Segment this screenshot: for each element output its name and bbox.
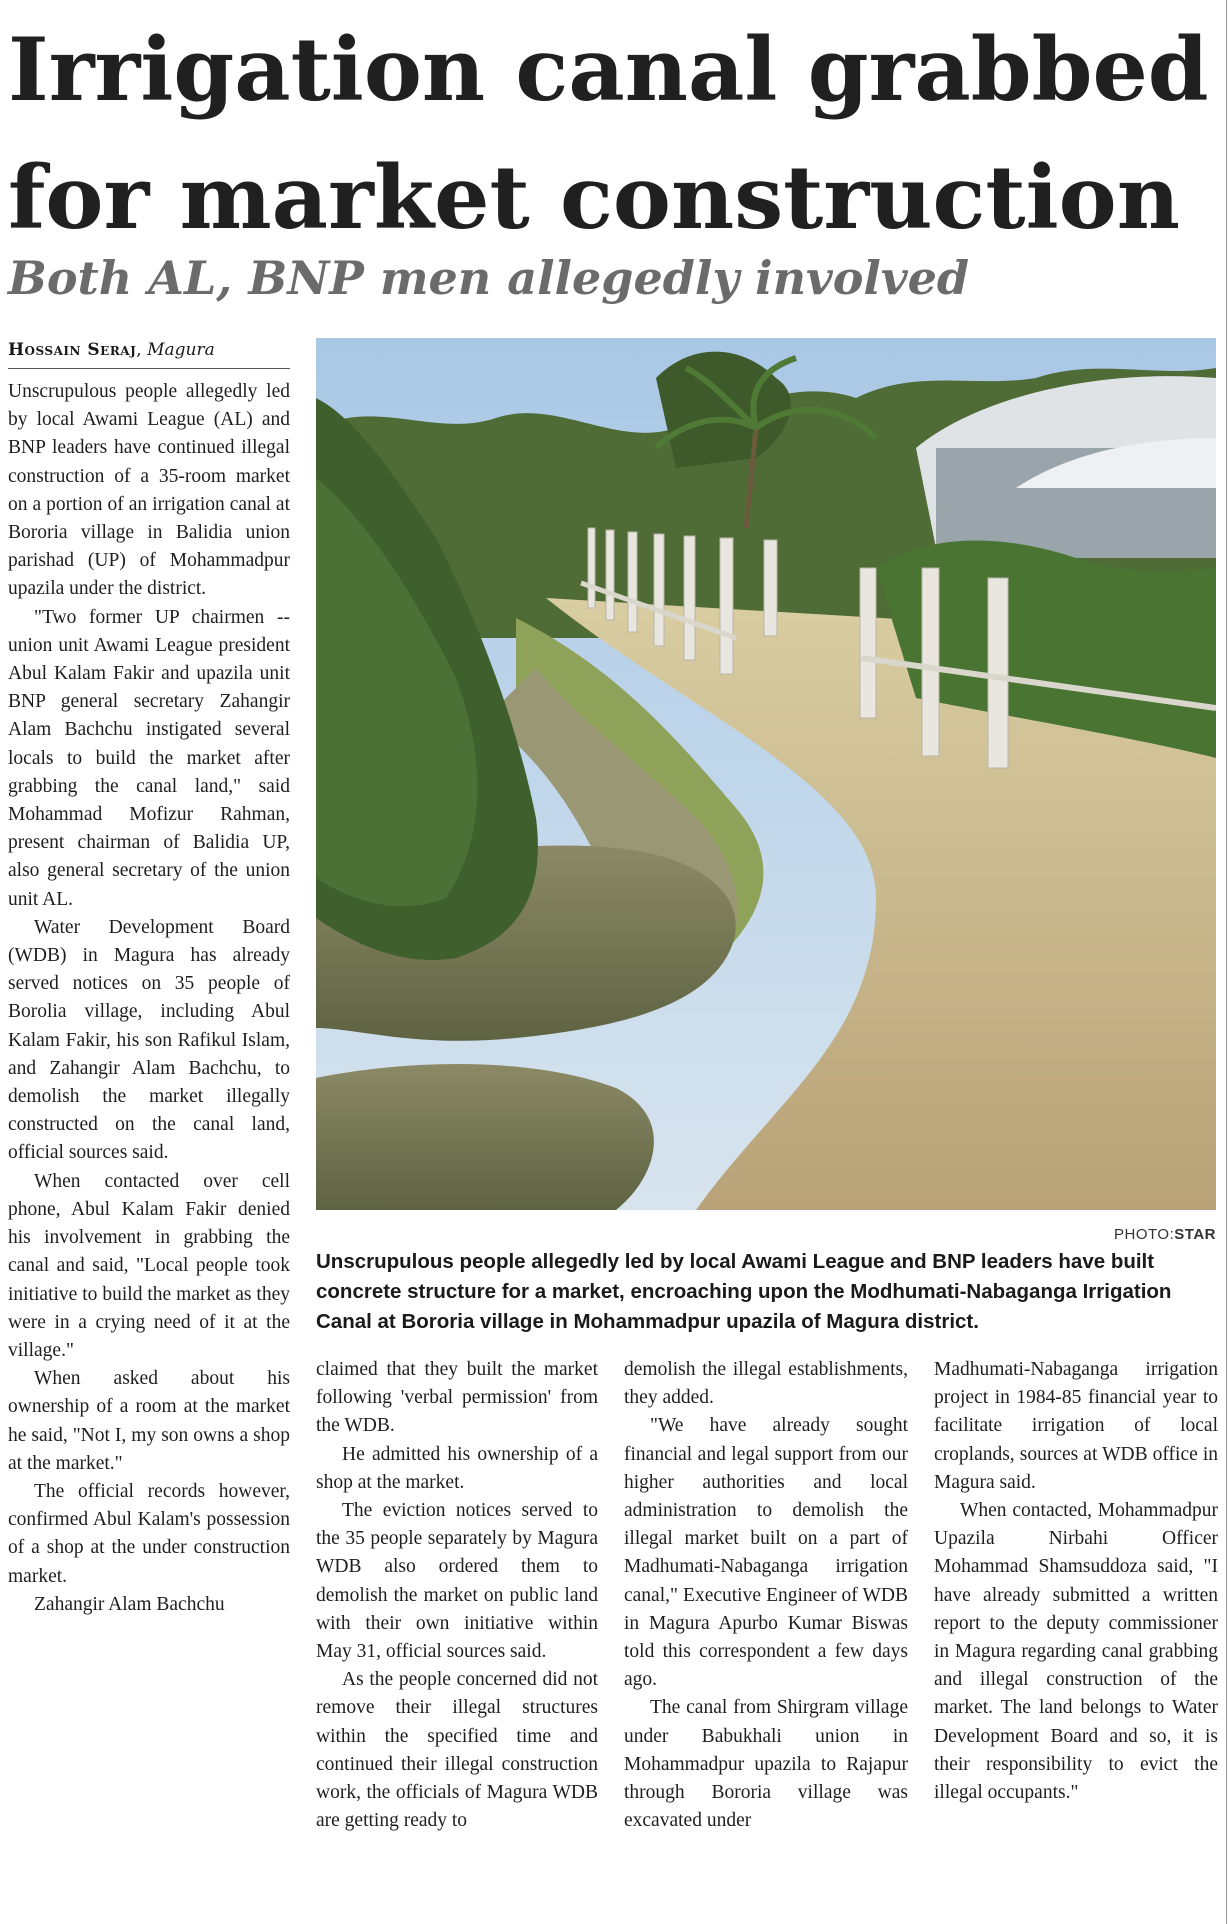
paragraph: Unscrupulous people allegedly led by local Awami League (AL) and BNP leaders have continued illegal construction of a 35-room market on a portion of an irrigation canal at Bororia village in Balidia union parishad (UP) of Mohammadpur upazila under the district. [8, 381, 290, 600]
subheadline: Both AL, BNP men allegedly involved [8, 251, 970, 305]
canal-photo-illustration [316, 338, 1216, 1210]
paragraph: The eviction notices served to the 35 people separately by Magura WDB also ordered them to demolish the market on public land with their own initiative within May 31, official sources said. [316, 1500, 598, 1663]
paragraph: Madhumati-Nabaganga irrigation project in 1984-85 financial year to facilitate irrigation of local croplands, sources at WDB office in Magura said. [934, 1359, 1218, 1493]
paragraph: "We have already sought financial and legal support from our higher authorities and local administration to demolish the illegal market built on a part of Madhumati-Nabaganga irrigation canal," Executive Engineer of WDB in Magura Apurbo Kumar Biswas told this correspondent a few days ago. [624, 1415, 908, 1691]
paragraph: Water Development Board (WDB) in Magura has already served notices on 35 people of Borolia village, including Abul Kalam Fakir, his son Rafikul Islam, and Zahangir Alam Bachchu, to demolish the market illegally constructed on the canal land, official sources said. [8, 916, 290, 1164]
paragraph: Zahangir Alam Bachchu [34, 1593, 225, 1615]
paragraph: claimed that they built the market following 'verbal permission' from the WDB. [316, 1359, 598, 1437]
article-column-4 [934, 1356, 1218, 1916]
article-column-3 [624, 1356, 908, 1916]
headline-line-1: Irrigation canal grabbed [8, 18, 1209, 121]
paragraph: The canal from Shirgram village under Babukhali union in Mohammadpur upazila to Rajapur through Bororia village was excavated under [624, 1697, 908, 1832]
photo-credit [1114, 1226, 1216, 1243]
paragraph: When asked about his ownership of a room at the market he said, "Not I, my son owns a shop at the market." [8, 1368, 290, 1474]
headline [8, 6, 1222, 262]
article-photo [316, 338, 1216, 1210]
paragraph: "Two former UP chairmen -- union unit Awami League president Abul Kalam Fakir and upazila unit BNP general secretary Zahangir Alam Bachchu instigated several locals to build the market after grabbing the canal land," said Mohammad Mofizur Rahman, present chairman of Balidia UP, also general secretary of the union unit AL. [8, 606, 290, 910]
paragraph: When contacted over cell phone, Abul Kalam Fakir denied his involvement in grabbing the canal and said, "Local people took initiative to build the market as they were in a crying need of it at the village." [8, 1170, 290, 1361]
article-column-1 [8, 378, 290, 1916]
byline-author: Hossain Seraj [8, 340, 137, 360]
paragraph: He admitted his ownership of a shop at the market. [316, 1443, 598, 1493]
page-edge-rule [1226, 0, 1227, 1924]
paragraph: As the people concerned did not remove their illegal structures within the specified time and continued their illegal construction work, the officials of Magura WDB are getting ready to [316, 1669, 598, 1832]
photo-caption: Unscrupulous people allegedly led by local Awami League and BNP leaders have built concrete structure for a market, encroaching upon the Modhumati-Nabaganga Irrigation Canal at Bororia village in Mohammadpur upazila of Magura district. [316, 1250, 1172, 1333]
paragraph: demolish the illegal establishments, they added. [624, 1359, 908, 1409]
photo-credit-prefix: PHOTO: [1114, 1226, 1175, 1243]
headline-line-2: for market construction [8, 146, 1180, 249]
byline: Hossain Seraj, Magura [8, 338, 290, 369]
article-column-2 [316, 1356, 598, 1916]
paragraph: The official records however, confirmed Abul Kalam's possession of a shop at the under construction market. [8, 1480, 290, 1587]
paragraph: When contacted, Mohammadpur Upazila Nirbahi Officer Mohammad Shamsuddoza said, "I have already submitted a written report to the deputy commissioner in Magura regarding canal grabbing and illegal construction of the market. The land belongs to Water Development Board and so, it is their responsibility to evict the illegal occupants." [934, 1500, 1218, 1804]
byline-location: Magura [147, 340, 215, 360]
photo-credit-source: STAR [1174, 1226, 1216, 1243]
